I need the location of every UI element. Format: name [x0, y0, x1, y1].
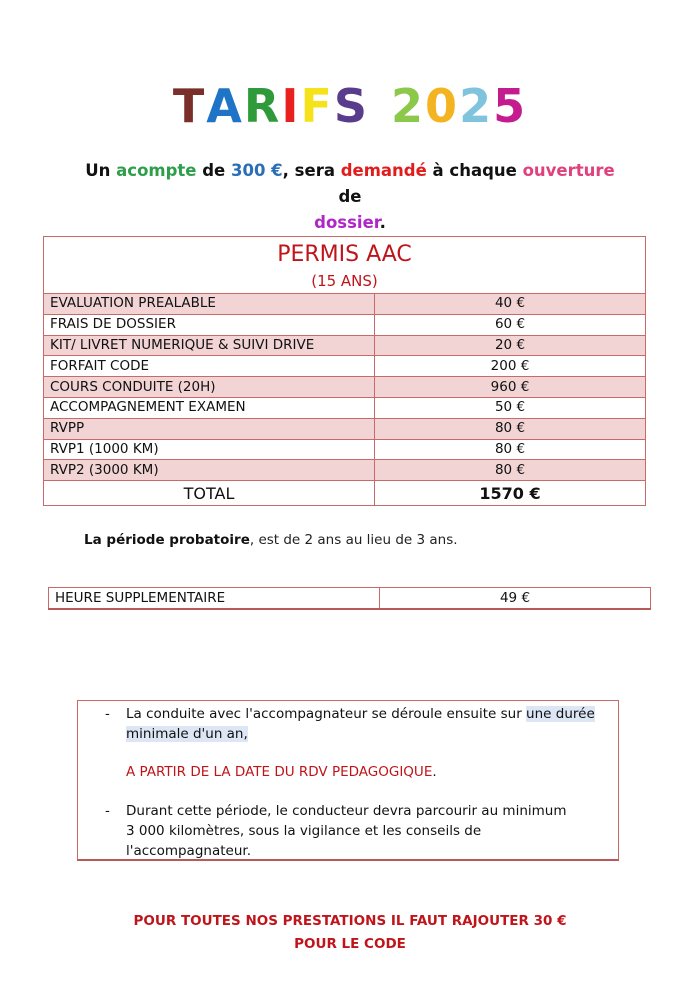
title-letter: S	[333, 79, 370, 133]
bullet-dash: -	[105, 803, 110, 819]
footer-line-2: POUR LE CODE	[294, 936, 406, 952]
note-item-2	[126, 801, 606, 861]
row-price: 60 €	[375, 314, 646, 335]
row-label: FRAIS DE DOSSIER	[44, 314, 375, 335]
note-highlight: une durée	[526, 706, 595, 722]
note-text: Durant cette période, le conducteur devra parcourir au minimum	[126, 803, 567, 819]
table-title: PERMIS AAC	[277, 242, 412, 267]
row-label: RVP2 (3000 KM)	[44, 460, 375, 481]
note-red-text	[126, 762, 437, 782]
bullet-dash: -	[105, 706, 110, 722]
table-header	[44, 237, 646, 294]
title-letter: F	[300, 79, 334, 133]
title-letter: R	[243, 79, 282, 133]
row-price: 40 €	[375, 294, 646, 315]
row-price: 50 €	[375, 397, 646, 418]
table-row	[44, 314, 646, 335]
note-item-1	[126, 704, 606, 744]
page-title	[0, 78, 700, 134]
row-price: 80 €	[375, 439, 646, 460]
title-letter: I	[281, 79, 301, 133]
intro-acompte: acompte	[116, 161, 197, 180]
deposit-notice	[80, 158, 620, 236]
title-letter: 2	[459, 79, 494, 133]
total-price: 1570 €	[375, 481, 646, 506]
note-text: l'accompagnateur.	[126, 843, 251, 859]
total-label: TOTAL	[44, 481, 375, 506]
row-label: FORFAIT CODE	[44, 356, 375, 377]
row-label: RVPP	[44, 418, 375, 439]
row-label: KIT/ LIVRET NUMERIQUE & SUIVI DRIVE	[44, 335, 375, 356]
intro-text: de	[196, 161, 231, 180]
table-row	[44, 335, 646, 356]
probation-bold: La période probatoire	[84, 532, 250, 548]
title-letter: 5	[493, 79, 528, 133]
table-header-row	[44, 237, 646, 294]
row-price: 200 €	[375, 356, 646, 377]
row-price: 80 €	[375, 418, 646, 439]
row-price: 80 €	[375, 460, 646, 481]
intro-text: à chaque	[426, 161, 523, 180]
table-subtitle: (15 ANS)	[311, 272, 378, 290]
row-price: 49 €	[380, 588, 651, 610]
row-label: RVP1 (1000 KM)	[44, 439, 375, 460]
table-row	[44, 439, 646, 460]
extra-hour-table	[48, 587, 651, 610]
probation-note	[84, 532, 458, 548]
note-red: A PARTIR DE LA DATE DU RDV PEDAGOGIQUE	[126, 764, 433, 780]
intro-dossier: dossier	[314, 213, 380, 232]
note-text: La conduite avec l'accompagnateur se déroule ensuite sur	[126, 706, 527, 722]
intro-text: .	[379, 213, 386, 232]
intro-text: de	[338, 187, 362, 206]
table-row	[44, 460, 646, 481]
probation-rest: , est de 2 ans au lieu de 3 ans.	[249, 532, 458, 548]
note-red-end: .	[432, 764, 437, 780]
title-letter: A	[206, 79, 244, 133]
total-row	[44, 481, 646, 506]
note-highlight: minimale d'un an,	[126, 726, 248, 742]
table-row	[44, 397, 646, 418]
row-label: ACCOMPAGNEMENT EXAMEN	[44, 397, 375, 418]
note-text: 3 000 kilomètres, sous la vigilance et les conseils de	[126, 823, 482, 839]
intro-text: Un	[85, 161, 117, 180]
intro-amount: 300 €	[231, 161, 283, 180]
intro-demande: demandé	[340, 161, 427, 180]
table-row	[49, 588, 651, 610]
title-letter: 0	[425, 79, 460, 133]
table-row	[44, 377, 646, 398]
row-price: 20 €	[375, 335, 646, 356]
title-letter: 2	[391, 79, 426, 133]
table-row	[44, 418, 646, 439]
row-label: COURS CONDUITE (20H)	[44, 377, 375, 398]
row-label: HEURE SUPPLEMENTAIRE	[49, 588, 380, 610]
footer-line-1: POUR TOUTES NOS PRESTATIONS IL FAUT RAJOUTER 30 €	[133, 913, 567, 929]
intro-ouverture: ouverture	[522, 161, 615, 180]
table-row	[44, 294, 646, 315]
code-fee-notice	[0, 910, 700, 956]
title-letter: T	[172, 79, 207, 133]
intro-text: , sera	[282, 161, 341, 180]
row-label: EVALUATION PREALABLE	[44, 294, 375, 315]
table-row	[44, 356, 646, 377]
conditions-box	[77, 700, 619, 861]
pricing-table	[43, 236, 646, 506]
row-price: 960 €	[375, 377, 646, 398]
